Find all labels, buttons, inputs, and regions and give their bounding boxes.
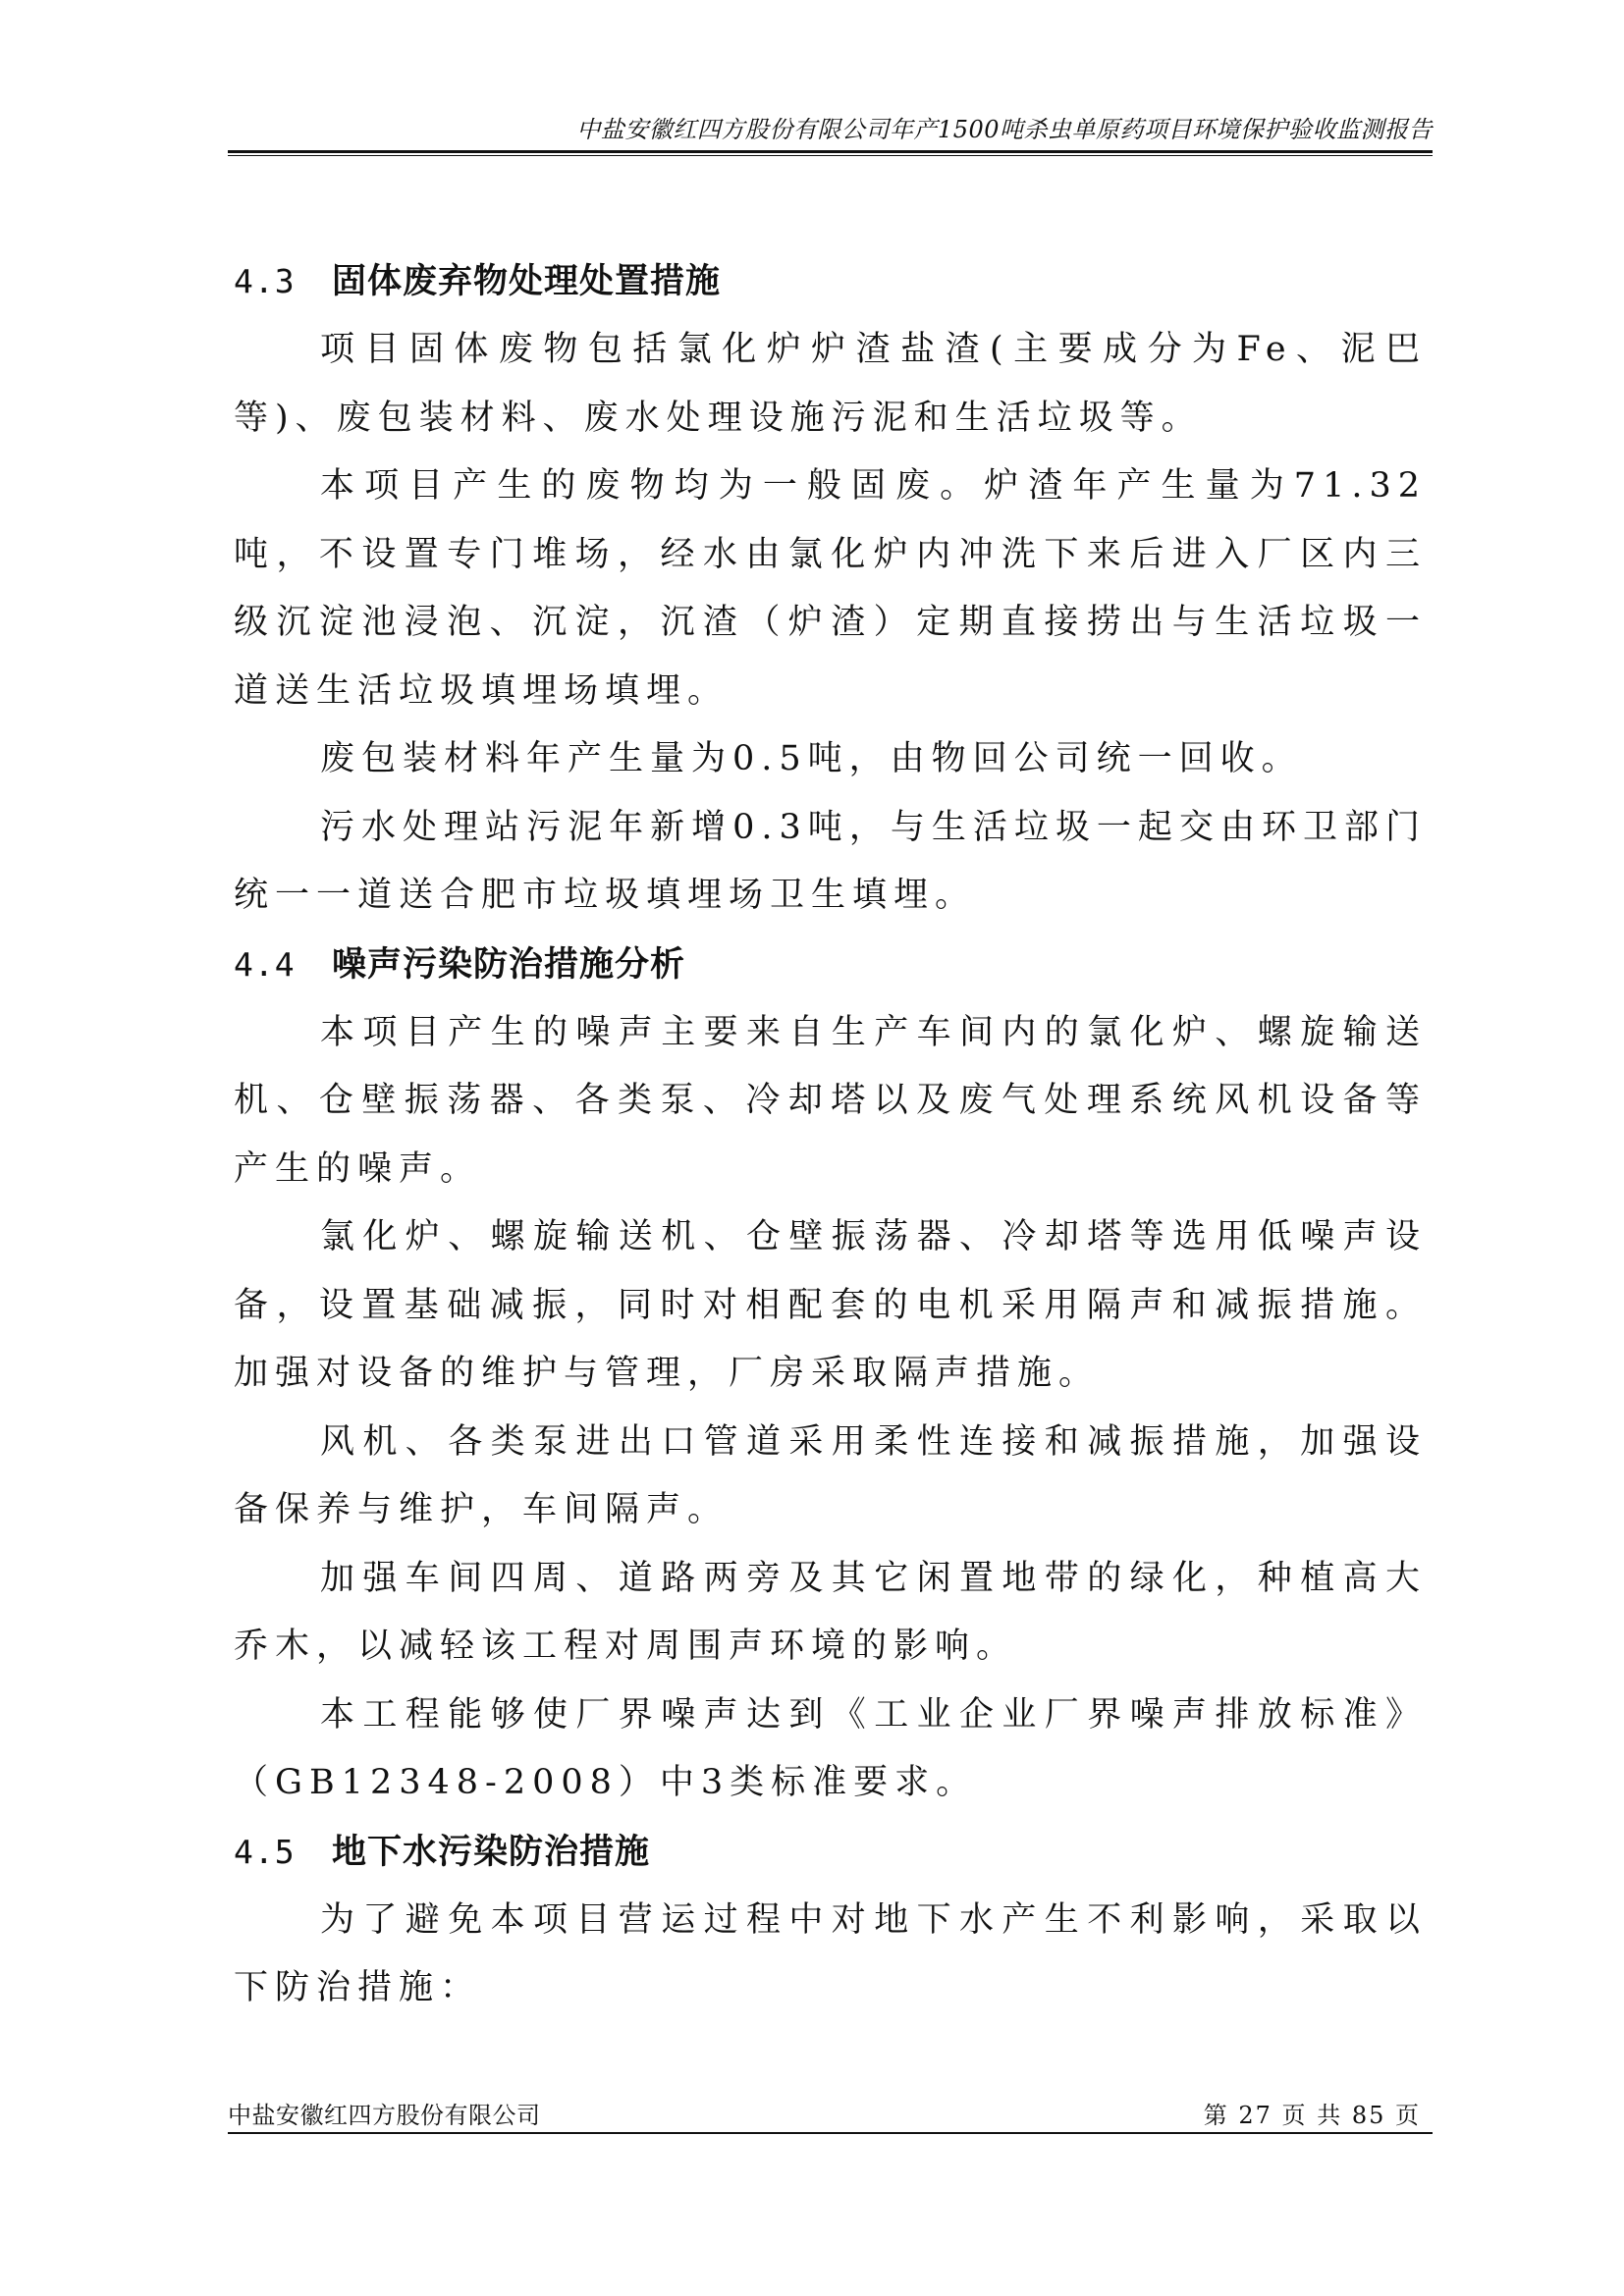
paragraph: 污水处理站污泥年新增0.3吨，与生活垃圾一起交由环卫部门统一一道送合肥市垃圾填埋场卫生填埋。 (234, 807, 1427, 915)
paragraph: 为了避免本项目营运过程中对地下水产生不利影响，采取以下防治措施： (234, 1899, 1427, 2007)
paragraph: 本项目产生的废物均为一般固废。炉渣年产生量为71.32吨，不设置专门堆场，经水由氯化炉内冲洗下来后进入厂区内三级沉淀池浸泡、沉淀，沉渣（炉渣）定期直接捞出与生活垃圾一道送生活垃圾填埋场填埋。 (234, 466, 1427, 711)
page-footer (228, 2099, 1433, 2134)
section-title: 噪声污染防治措施分析 (332, 944, 686, 985)
section-number: 4.5 (234, 1832, 296, 1871)
section-title: 地下水污染防治措施 (332, 1832, 651, 1872)
paragraph: 氯化炉、螺旋输送机、仓壁振荡器、冷却塔等选用低噪声设备，设置基础减振，同时对相配套的电机采用隔声和减振措施。加强对设备的维护与管理，厂房采取隔声措施。 (234, 1217, 1427, 1393)
report-header-title: 中盐安徽红四方股份有限公司年产1500吨杀虫单原药项目环境保护验收监测报告 (576, 116, 1433, 143)
paragraph: 项目固体废物包括氯化炉炉渣盐渣(主要成分为Fe、泥巴等)、废包装材料、废水处理设施污泥和生活垃圾等。 (234, 330, 1427, 438)
document-body (234, 247, 1427, 2023)
paragraph: 本工程能够使厂界噪声达到《工业企业厂界噪声排放标准》（GB12348-2008）中3类标准要求。 (234, 1694, 1427, 1802)
header-rule-thick (228, 150, 1433, 153)
footer-page-number: 第 27 页 共 85 页 (1203, 2102, 1421, 2129)
section-heading-4-4 (234, 931, 1427, 999)
footer-company: 中盐安徽红四方股份有限公司 (228, 2102, 541, 2129)
header-rule-thin (228, 155, 1433, 156)
paragraph: 本项目产生的噪声主要来自生产车间内的氯化炉、螺旋输送机、仓壁振荡器、各类泵、冷却塔以及废气处理系统风机设备等产生的噪声。 (234, 1012, 1427, 1189)
section-heading-4-5 (234, 1818, 1427, 1887)
paragraph: 废包装材料年产生量为0.5吨，由物回公司统一回收。 (320, 739, 1303, 778)
section-number: 4.3 (234, 262, 296, 300)
section-title: 固体废弃物处理处置措施 (332, 262, 722, 301)
paragraph: 加强车间四周、道路两旁及其它闲置地带的绿化，种植高大乔木，以减轻该工程对周围声环境的影响。 (234, 1558, 1427, 1666)
section-heading-4-3 (234, 247, 1427, 316)
paragraph: 风机、各类泵进出口管道采用柔性连接和减振措施，加强设备保养与维护，车间隔声。 (234, 1421, 1427, 1529)
section-number: 4.4 (234, 944, 296, 984)
